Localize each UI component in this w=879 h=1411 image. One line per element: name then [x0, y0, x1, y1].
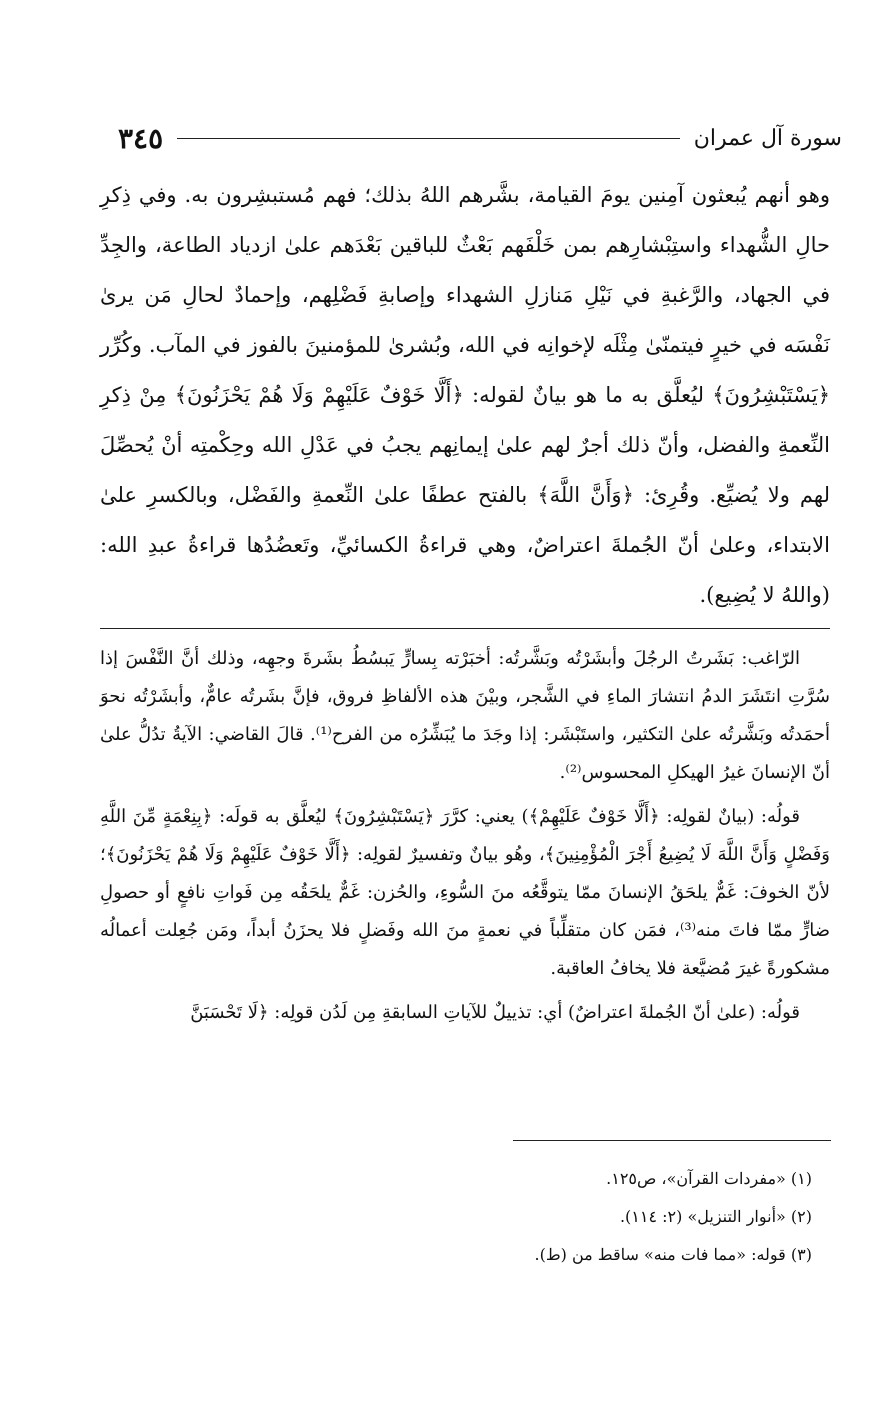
footnote-3: (٣) قوله: «مما فات منه» ساقط من (ط). — [534, 1245, 812, 1264]
sura-title: سورة آل عمران — [693, 125, 842, 151]
commentary-paragraph-raghib: الرّاغب: بَشَرتُ الرجُلَ وأبشَرْتُه وبَشَّرتُه: أخبَرْته بِسارٍّ يَبسُطُ بشَرةَ وجهِه، وذلك أنَّ النَّفْسَ إذا سُرَّتِ انتَشَرَ الدمُ انتشارَ الماءِ في الشَّجر، وبيْنَ هذه الألفاظِ فروق، فإنَّ بشَرتُه عامٌّ، وأبشَرْتُه نحوَ أحمَدتُه وبَشَّرتُه علىٰ التكثير، واستَبْشَر: إذا وجَدَ ما يُبَشِّرُه من الفرح⁽¹⁾. قالَ القاضي: الآيةُ تدُلُّ علىٰ أنّ الإنسانَ غيرُ الهيكلِ المحسوس⁽²⁾. — [100, 648, 830, 783]
page-number: ٣٤٥ — [118, 121, 164, 155]
footnote-separator — [513, 1140, 831, 1141]
footnotes — [100, 1160, 812, 1274]
footnote-2: (٢) «أنوار التنزيل» (٢: ١١٤). — [619, 1207, 812, 1226]
commentary-paragraph-bayan: قولُه: (بيانٌ لقولِه: ﴿أَلَّا خَوْفٌ عَلَيْهِمْ﴾) يعني: كرَّرَ ﴿يَسْتَبْشِرُونَ﴾ ليُعلَّق به قولَه: ﴿بِنِعْمَةٍ مِّنَ اللَّهِ وَفَضْلٍ وَأَنَّ اللَّهَ لَا يُضِيعُ أَجْرَ الْمُؤْمِنِينَ﴾، وهُو بيانٌ وتفسيرٌ لقولِه: ﴿أَلَّا خَوْفٌ عَلَيْهِمْ وَلَا هُمْ يَحْزَنُونَ﴾؛ لأنّ الخوفَ: غَمٌّ يلحَقُ الإنسانَ ممّا يتوقَّعُه منَ السُّوءِ، والحُزن: غَمٌّ يلحَقُه مِن فَواتِ نافعٍ أو حصولِ ضارٍّ ممّا فاتَ منه⁽³⁾، فمَن كان متقلِّباً في نعمةٍ منَ الله وفَضلٍ فلا يحزَنُ أبداً، ومَن جُعِلت أعمالُه مشكورةً غيرَ مُضيَّعة فلا يخافُ العاقبة. — [100, 806, 830, 979]
page-header — [118, 118, 842, 158]
header-rule — [177, 138, 680, 139]
footnote-1: (١) «مفردات القرآن»، ص١٢٥. — [606, 1169, 812, 1188]
commentary-paragraph-itirad: قولُه: (علىٰ أنّ الجُملةَ اعتراضٌ) أي: تذييلٌ للآياتِ السابقةِ مِن لَدُن قولِه: ﴿لَا تَحْسَبَنَّ — [190, 1002, 800, 1023]
commentary — [100, 640, 830, 1038]
commentary-separator — [100, 628, 830, 629]
main-text: وهو أنهم يُبعثون آمِنين يومَ القيامة، بشَّرهم اللهُ بذلك؛ فهم مُستبشِرون به. وفي ذِكرِ حالِ الشُّهداء واستِبْشارِهم بمن خَلْفَهم بَعْثٌ للباقين بَعْدَهم علىٰ ازدياد الطاعة، والجِدِّ في الجهاد، والرَّغبةِ في نَيْلِ مَنازلِ الشهداء وإصابةِ فَضْلِهم، وإحمادٌ لحالِ مَن يرىٰ نَفْسَه في خيرٍ فيتمنّىٰ مِثْلَه لإخوانِه في الله، وبُشرىٰ للمؤمنينَ بالفوز في المآب. وكُرِّر ﴿يَسْتَبْشِرُونَ﴾ ليُعلَّق به ما هو بيانٌ لقوله: ﴿أَلَّا خَوْفٌ عَلَيْهِمْ وَلَا هُمْ يَحْزَنُونَ﴾ مِنْ ذِكرِ النِّعمةِ والفضل، وأنّ ذلك أجرٌ لهم علىٰ إيمانِهم يجبُ في عَدْلِ الله وحِكْمتِه أنْ يُحصِّلَ لهم ولا يُضيِّع. وقُرِئ: ﴿وَأَنَّ اللَّهَ﴾ بالفتح عطفًا علىٰ النِّعمةِ والفَضْل، وبالكسرِ علىٰ الابتداء، وعلىٰ أنّ الجُملةَ اعتراضٌ، وهي قراءةُ الكسائيِّ، وتَعضُدُها قراءةُ عبدِ الله: (واللهُ لا يُضِيع). — [100, 183, 830, 607]
